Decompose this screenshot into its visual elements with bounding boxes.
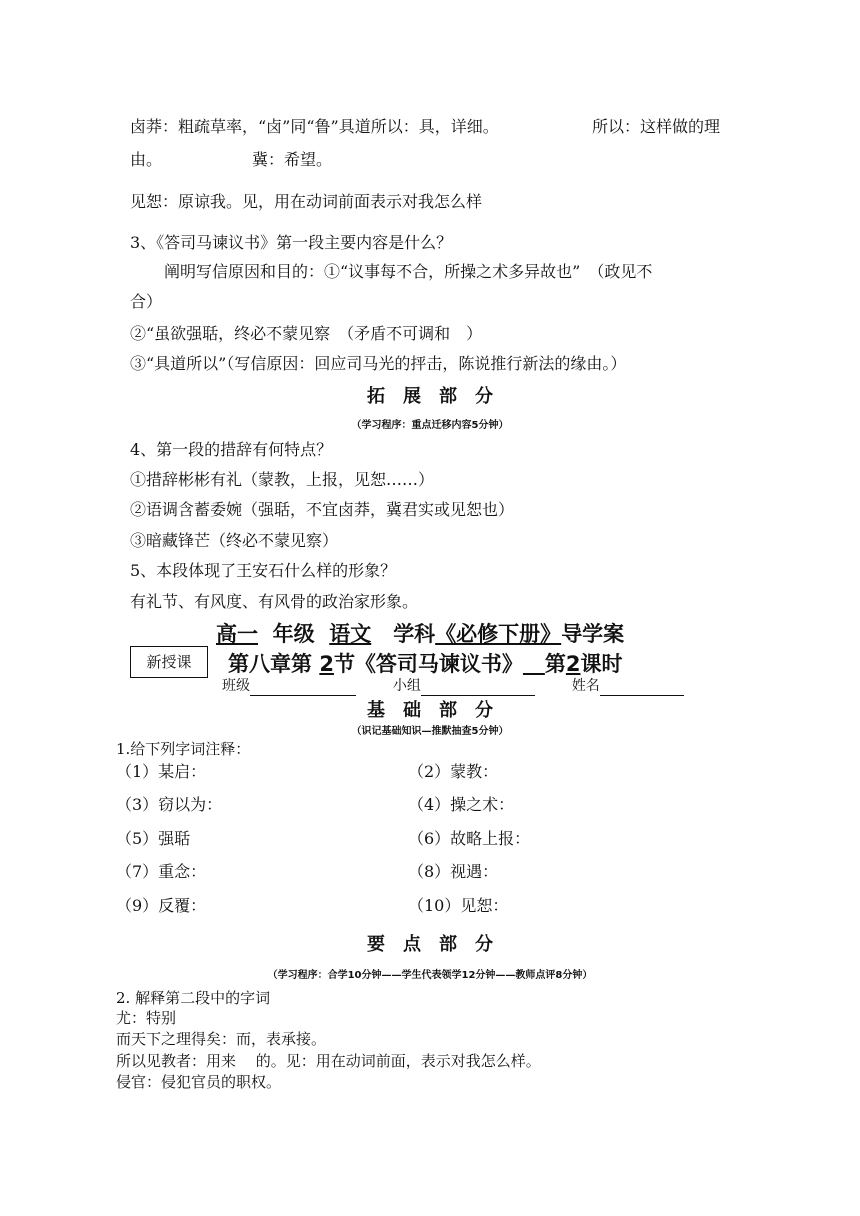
answer-line: 尤：特别 xyxy=(116,1009,177,1027)
group-label: 小组 xyxy=(392,678,421,694)
answer-line: ③暗藏锋芒（终必不蒙见察） xyxy=(130,531,339,550)
section-title: 节《答司马谏议书》 xyxy=(333,652,523,676)
chapter-label: 第八章第 xyxy=(228,652,312,676)
class-field[interactable] xyxy=(250,681,356,696)
answer-line: ②语调含蓄委婉（强聒，不宜卤莽，冀君实或见恕也） xyxy=(130,500,515,519)
group-field[interactable] xyxy=(421,681,535,696)
lesson-label: 第 xyxy=(544,652,566,676)
section-title-extension: 拓 展 部 分 xyxy=(367,386,493,407)
term-item: （3）窃以为： xyxy=(116,795,223,814)
lesson-suffix: 课时 xyxy=(580,652,623,676)
answer-line: ①措辞彬彬有礼（蒙教，上报，见恕……） xyxy=(130,470,435,489)
question-2: 2. 解释第二段中的字词 xyxy=(116,989,271,1007)
subject-label: 学科 xyxy=(393,622,436,646)
question-1: 1.给下列字词注释： xyxy=(116,740,251,758)
book-value: 《必修下册》 xyxy=(435,622,562,646)
section-title-key: 要 点 部 分 xyxy=(367,934,493,955)
answer-line: 有礼节、有风度、有风骨的政治家形象。 xyxy=(130,592,419,611)
answer-line: 阐明写信原因和目的：①“议事每不合，所操之术多异故也” （政见不 xyxy=(164,262,653,281)
term-item: （7）重念： xyxy=(116,862,207,881)
question-4: 4、第一段的措辞有何特点？ xyxy=(130,440,333,459)
text-line: 见恕：原谅我。见，用在动词前面表示对我怎么样 xyxy=(130,192,483,211)
term-item: （9）反覆： xyxy=(116,896,207,915)
term-item: （4）操之术： xyxy=(408,795,515,814)
answer-line: 所以见教者：用来 的。见：用在动词前面，表示对我怎么样。 xyxy=(116,1052,541,1070)
book-label: 导学案 xyxy=(561,622,625,646)
text-line: 卤莽：粗疏草率，“卤”同“鲁”具道所以：具，详细。 xyxy=(130,117,499,136)
section-subtitle: （识记基础知识—推默抽查5分钟） xyxy=(351,726,509,737)
term-item: （6）故略上报： xyxy=(408,829,531,848)
text-line: 由。 xyxy=(130,150,163,169)
section-subtitle: （学习程序：合学10分钟——学生代表领学12分钟——教师点评8分钟） xyxy=(267,970,593,981)
question-5: 5、本段体现了王安石什么样的形象？ xyxy=(130,561,397,580)
text-line: 冀：希望。 xyxy=(252,150,333,169)
section-subtitle: （学习程序：重点迁移内容5分钟） xyxy=(351,420,509,431)
name-field[interactable] xyxy=(600,681,684,696)
subject-value: 语文 xyxy=(329,622,372,646)
answer-line: ③“具道所以”（写信原因：回应司马光的抨击，陈说推行新法的缘由。） xyxy=(130,354,627,373)
answer-line: ②“虽欲强聒，终必不蒙见察 （矛盾不可调和 ） xyxy=(130,324,483,343)
section-title-basic: 基 础 部 分 xyxy=(367,700,493,721)
term-item: （8）视遇： xyxy=(408,862,499,881)
answer-line: 合） xyxy=(130,292,163,311)
answer-line: 侵官：侵犯官员的职权。 xyxy=(116,1073,282,1091)
name-label: 姓名 xyxy=(571,678,600,694)
grade-label: 年级 xyxy=(272,622,315,646)
lesson-type-box: 新授课 xyxy=(130,646,208,678)
section-number: 2 xyxy=(319,652,334,676)
lesson-number: 2 xyxy=(565,652,581,676)
term-item: （1）某启： xyxy=(116,762,207,781)
term-item: （5）强聒 xyxy=(116,829,191,848)
term-item: （2）蒙教： xyxy=(408,762,499,781)
class-label: 班级 xyxy=(222,678,250,694)
guide-title xyxy=(216,618,624,648)
text-line: 所以：这样做的理 xyxy=(592,117,721,136)
chapter-title xyxy=(228,648,623,678)
info-row xyxy=(222,676,684,696)
term-item: （10）见恕： xyxy=(408,896,509,915)
question-3: 3、《答司马谏议书》第一段主要内容是什么？ xyxy=(130,233,453,252)
grade-value: 高一 xyxy=(216,622,258,646)
answer-line: 而天下之理得矣：而，表承接。 xyxy=(116,1030,327,1048)
